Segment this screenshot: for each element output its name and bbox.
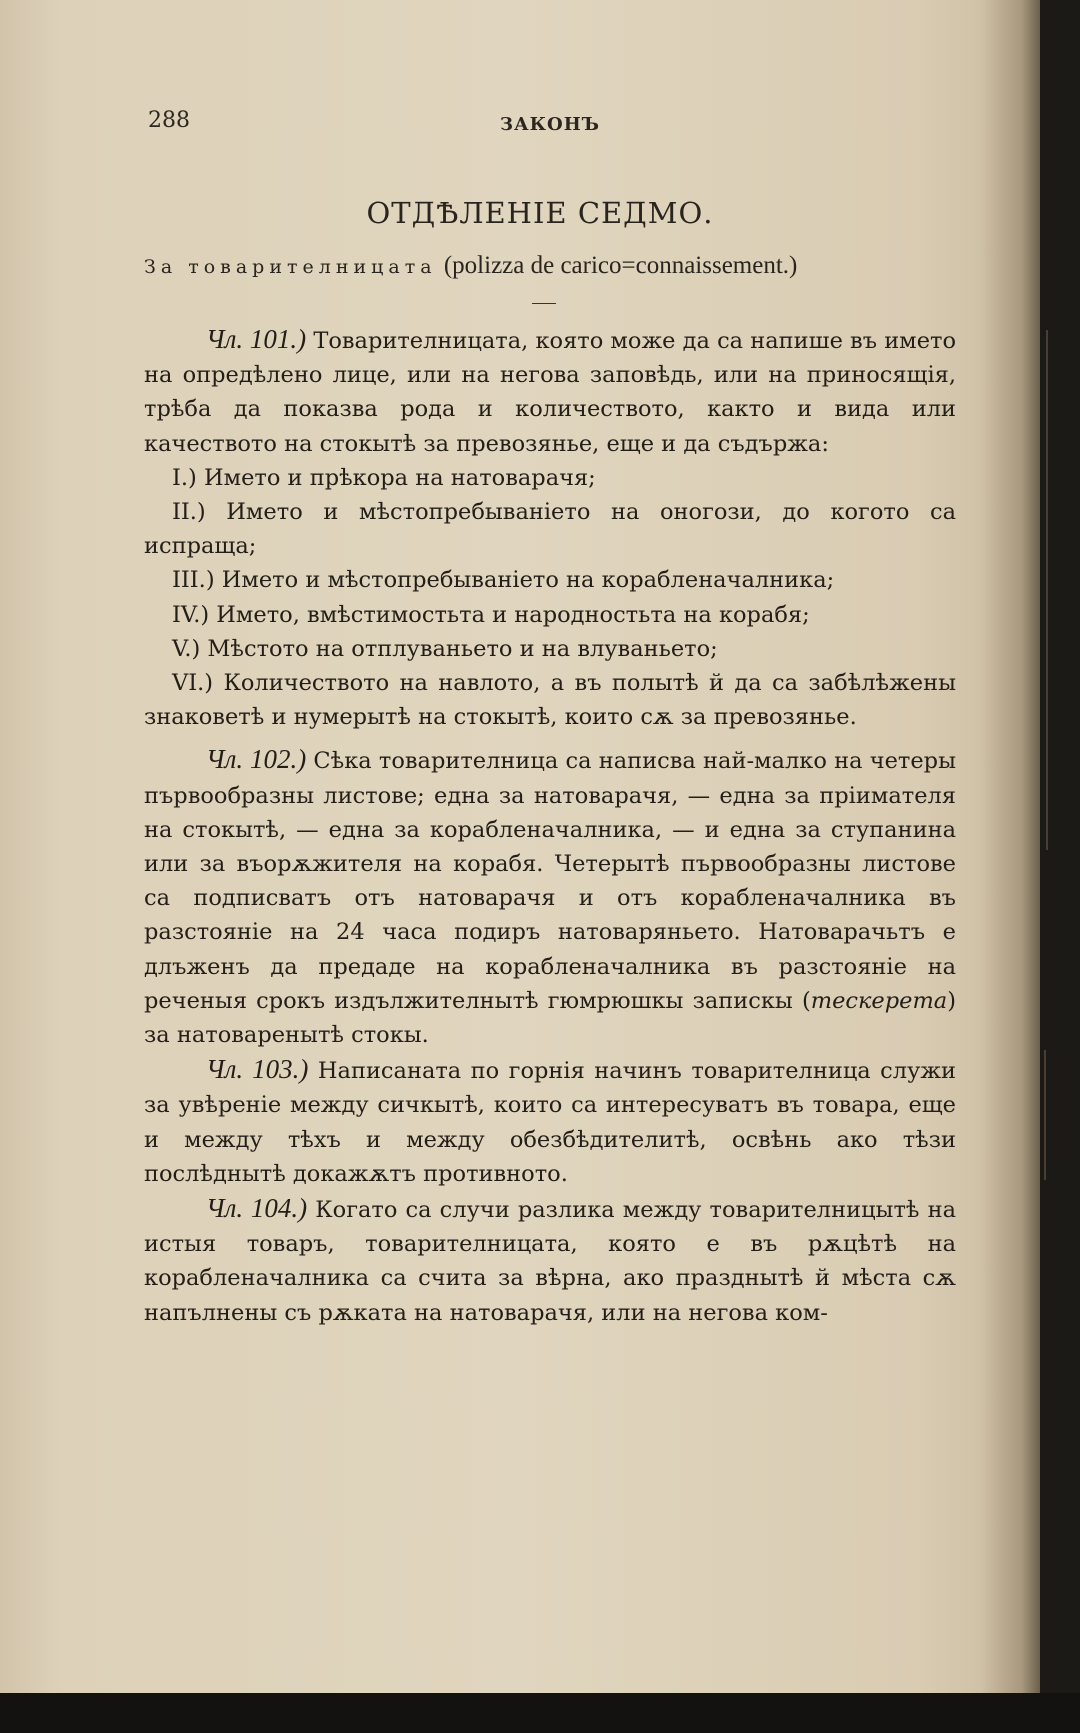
margin-line <box>1044 1050 1046 1180</box>
scan-border <box>0 1693 1080 1733</box>
section-subtitle <box>144 252 797 280</box>
subtitle-spaced: За товарителницата <box>144 256 437 278</box>
article-text: Написаната по горнія начинъ товарителница служи за увѣреніе между сичкытѣ, които са интересуватъ въ товара, еще и между тѣхъ и между обезбѣдителитѣ, освѣнь ако тѣзи послѣднытѣ докажѫтъ противното. <box>144 1058 957 1187</box>
subtitle-parenthetical: (polizza de carico=connaissement.) <box>443 252 798 279</box>
divider-rule <box>532 303 556 304</box>
article-label: Чл. 104.) <box>206 1193 308 1224</box>
article-text: Сѣка товарителница са написва най-малко на четеры първообразны листове; една за натоварачя, — една за пріимателя на стокытѣ, — една за корабленачалника, — и една за ступанина или за въорѫжителя на корабя. Четерытѣ първообразны листове са подписватъ отъ натоварачя и отъ корабленачалника въ разстояніе на 24 часа подиръ натоваряньето. Натоварачьтъ е длъженъ да предаде на корабленачалника въ разстояніе на реченыя срокъ издължителнытѣ гюмрюшкы запискы ( <box>144 748 956 1014</box>
list-item: VI.) Количеството на навлото, а въ полытѣ й да са забѣлѣжены знаковетѣ и нумерытѣ на стокытѣ, които сѫ за превозянье. <box>144 670 956 731</box>
page-number: 288 <box>148 108 190 133</box>
margin-line <box>1046 330 1048 850</box>
section-title: ОТДѢЛЕНІЕ СЕДМО. <box>366 196 714 230</box>
article-text-end: ) за натоваренытѣ стокы. <box>144 987 956 1049</box>
article-label: Чл. 101.) <box>206 324 307 354</box>
list-item: I.) Името и прѣкора на натоварачя; <box>172 464 596 491</box>
article-101 <box>144 322 956 461</box>
list-item: V.) Мѣстото на отплуваньето и на влуваньето; <box>172 635 718 662</box>
running-head: ЗАКОНЪ <box>500 114 600 135</box>
article-text: Товарителницата, която може да са напише въ името на опредѣлено лице, или на негова заповѣдь, или на приносящія, трѣба да показва рода и количеството, както и вида или качеството на стокытѣ за превозянье, еще и да съдържа: <box>144 328 956 457</box>
page-body <box>144 322 956 1330</box>
spine-shadow <box>980 0 1040 1733</box>
article-italic-term: тескерета <box>810 987 948 1014</box>
article-label: Чл. 102.) <box>206 744 307 775</box>
list-item: III.) Името и мѣстопребываніето на корабленачалника; <box>172 567 835 594</box>
article-label: Чл. 103.) <box>206 1054 309 1085</box>
article-104 <box>144 1191 956 1330</box>
list-item: II.) Името и мѣстопребываніето на оногози, до когото са испраща; <box>144 499 956 560</box>
article-102 <box>144 742 956 1052</box>
article-103 <box>144 1052 956 1191</box>
article-text: Когато са случи разлика между товарителницытѣ на истыя товаръ, товарителницата, която е въ рѫцѣтѣ на корабленачалника са счита за вѣрна, ако празднытѣ й мѣста сѫ напълнены съ рѫката на натоварачя, или на негова ком- <box>144 1197 956 1326</box>
list-item: IV.) Името, вмѣстимостьта и народностьта на корабя; <box>172 601 810 628</box>
